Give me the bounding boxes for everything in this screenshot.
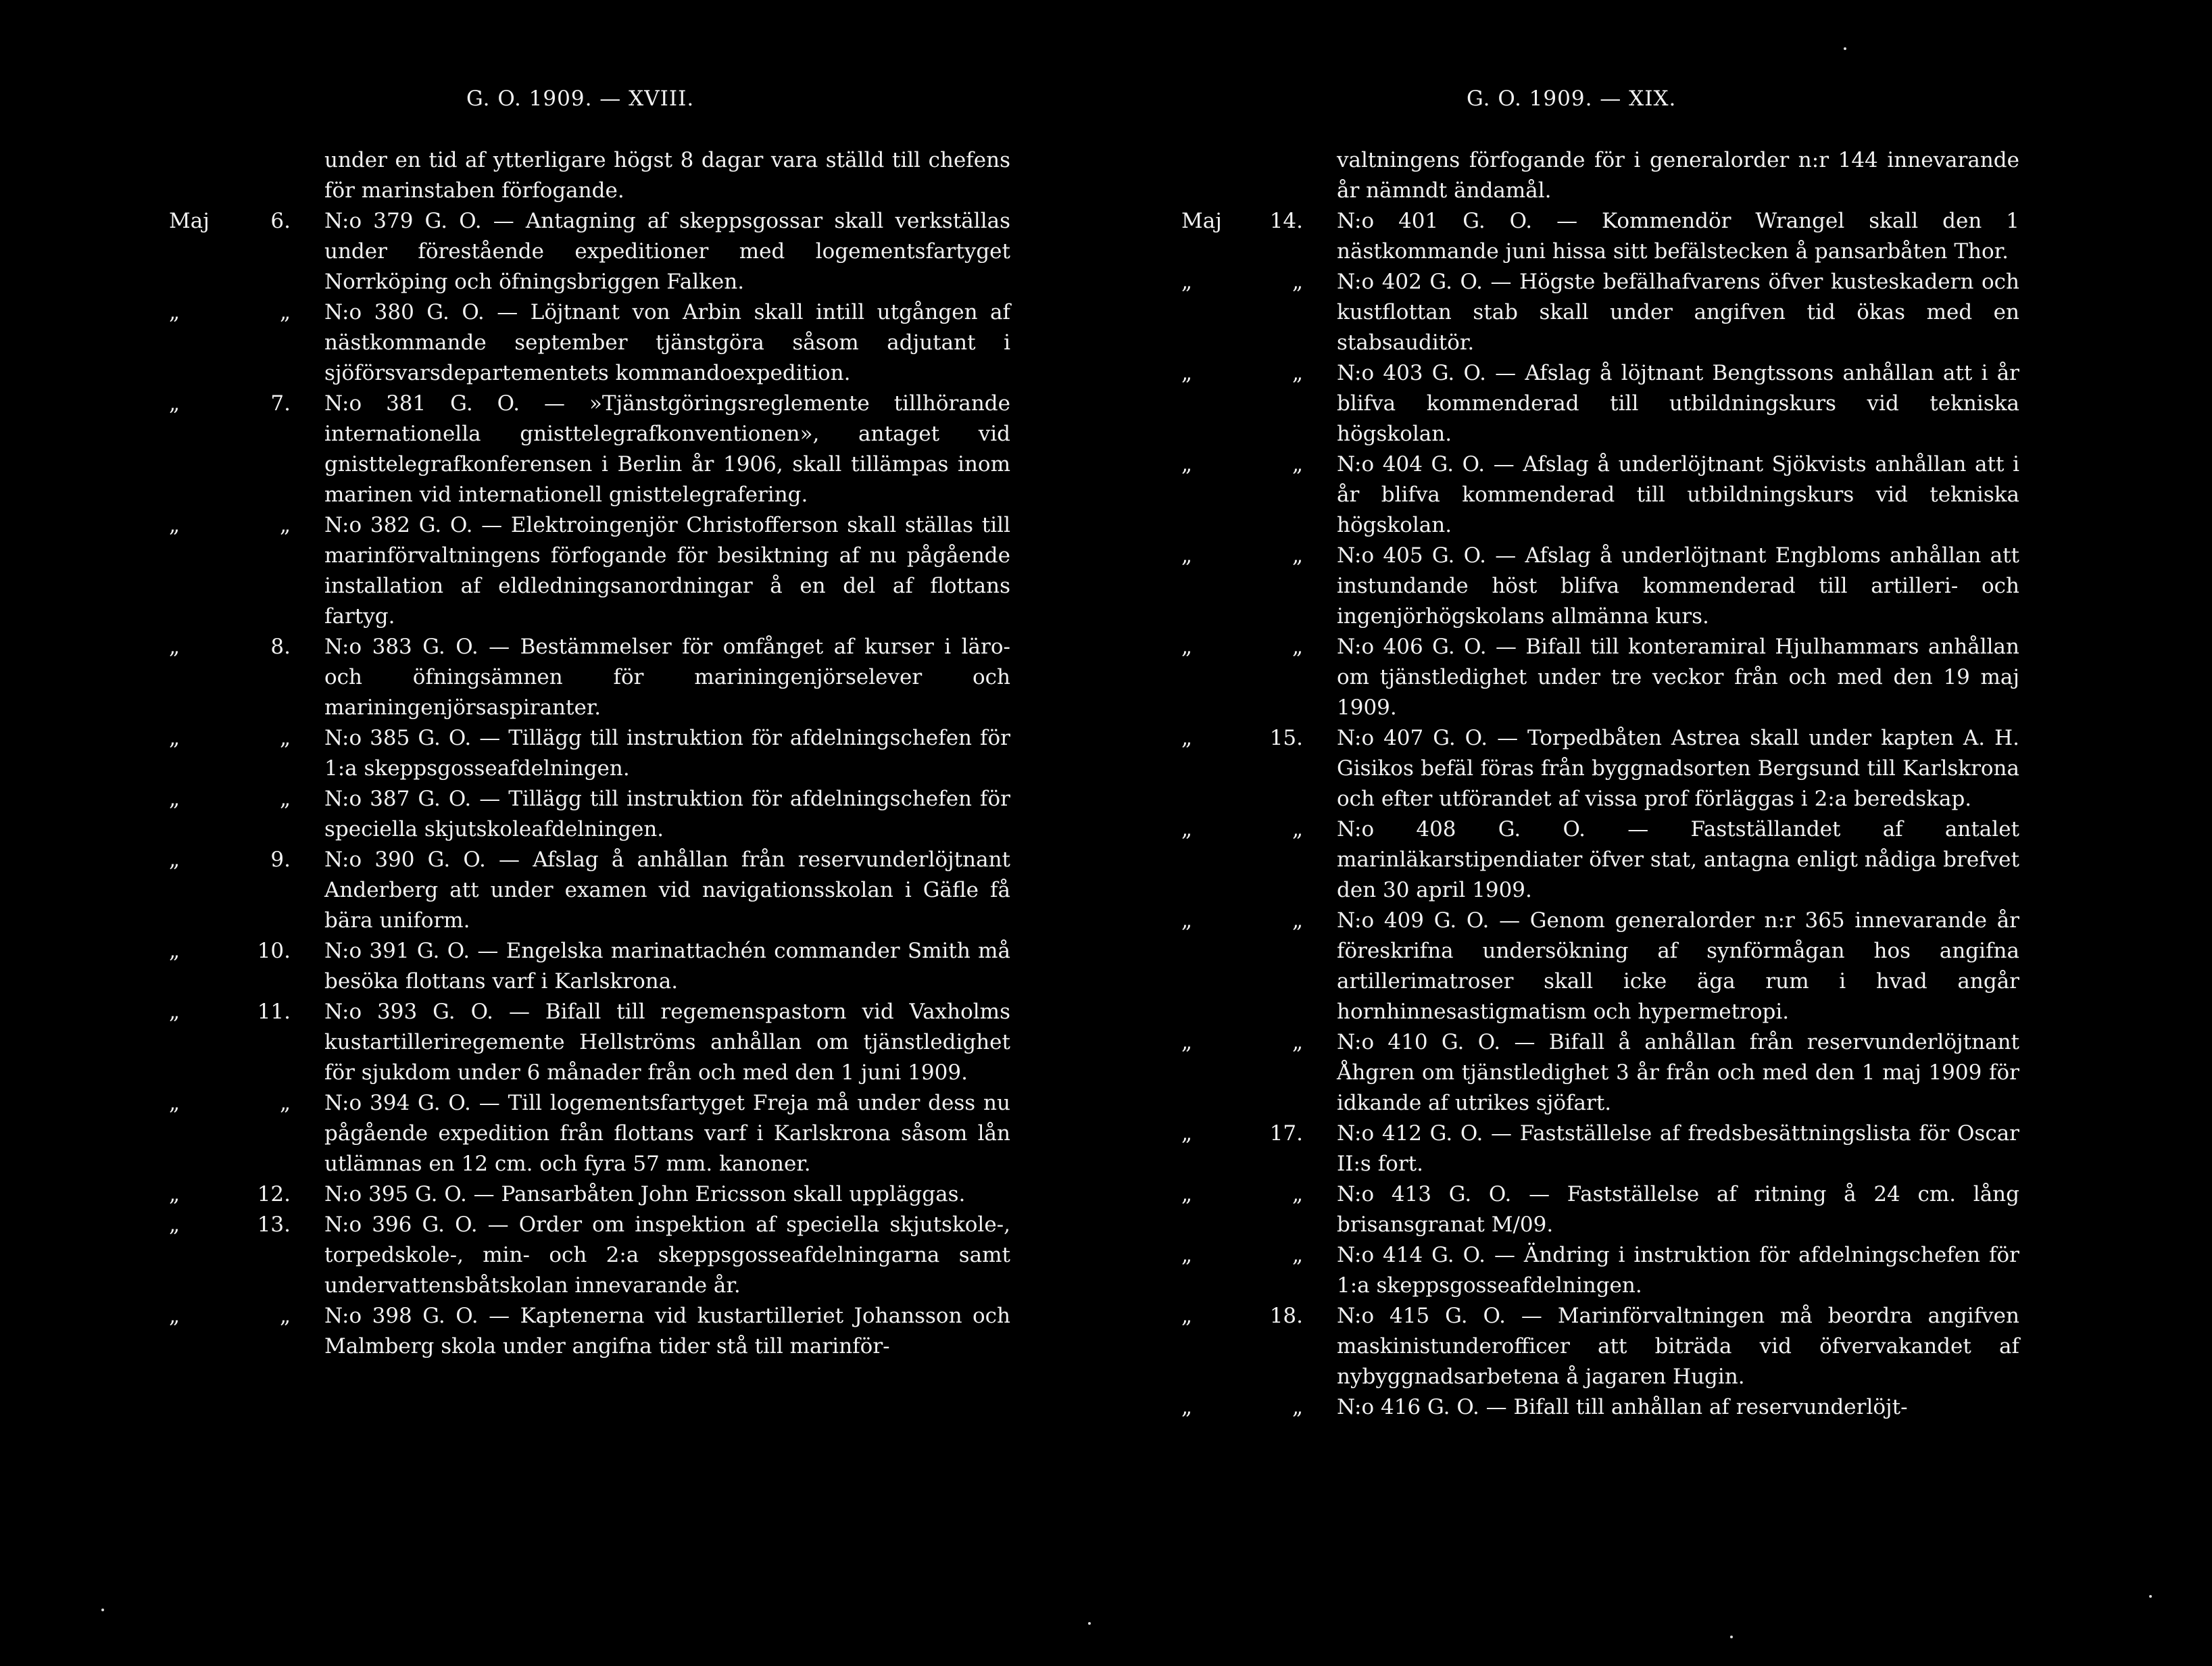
entry-day: 10. — [257, 939, 291, 963]
entry-month: „ — [1181, 635, 1193, 659]
list-item — [1181, 267, 2019, 358]
entry-day: „ — [1292, 635, 1303, 659]
entry-month: „ — [1181, 1030, 1193, 1054]
entry-month: „ — [169, 848, 180, 872]
entry-text: N:o 380 G. O. — Löjtnant von Arbin skall intill utgången af nästkommande september tjänstgöra såsom adjutant i sjöförsvarsdepartementets kommandoexpedition. — [324, 300, 1010, 385]
entry-day: „ — [279, 726, 291, 750]
entry-month: „ — [1181, 361, 1193, 385]
entry-month: „ — [1181, 1304, 1193, 1328]
entry-day: „ — [279, 300, 291, 324]
list-item — [1337, 145, 2019, 206]
entry-month: „ — [1181, 726, 1193, 750]
entry-text: N:o 413 G. O. — Fastställelse af ritning å 24 cm. lång brisansgranat M/09. — [1337, 1182, 2019, 1237]
entry-day: 18. — [1269, 1304, 1303, 1328]
entry-day: „ — [1292, 270, 1303, 294]
entry-month: „ — [169, 1000, 180, 1024]
entry-text: N:o 405 G. O. — Afslag å underlöjtnant Engbloms anhållan att instundande höst blifva kommenderad till artilleri- och ingenjörhögskolans allmänna kurs. — [1337, 543, 2019, 629]
entry-text: N:o 391 G. O. — Engelska marinattachén commander Smith må besöka flottans varf i Karlskrona. — [324, 939, 1010, 994]
entry-text: N:o 395 G. O. — Pansarbåten John Ericsson skall uppläggas. — [324, 1182, 966, 1206]
entry-month: „ — [1181, 908, 1193, 933]
list-item — [1181, 1301, 2019, 1392]
list-item — [169, 845, 1010, 936]
list-item — [169, 510, 1010, 632]
list-item — [1181, 1392, 2019, 1423]
entry-month: „ — [1181, 1121, 1193, 1146]
entry-text: N:o 394 G. O. — Till logementsfartyget Freja må under dess nu pågående expedition från flottans varf i Karlskrona såsom lån utlämnas en 12 cm. och fyra 57 mm. kanoner. — [324, 1091, 1010, 1176]
entry-text: N:o 408 G. O. — Fastställandet af antalet marinläkarstipendiater öfver stat, antagna enligt nådiga brefvet den 30 april 1909. — [1337, 817, 2019, 902]
entry-text: N:o 383 G. O. — Bestämmelser för omfånget af kurser i läro- och öfningsämnen för mariningenjörselever och mariningenjörsaspiranter. — [324, 635, 1010, 720]
scan-speck — [1088, 1622, 1091, 1625]
entry-text: N:o 385 G. O. — Tillägg till instruktion för afdelningschefen för 1:a skeppsgosseafdelningen. — [324, 726, 1010, 781]
entry-day: „ — [279, 787, 291, 811]
entry-day: „ — [1292, 1243, 1303, 1267]
list-item — [169, 1088, 1010, 1179]
entry-text: N:o 407 G. O. — Torpedbåten Astrea skall under kapten A. H. Gisikos befäl föras från byggnadsorten Bergsund till Karlskrona och efter utförandet af vissa prof förläggas i 2:a beredskap. — [1337, 726, 2019, 811]
entry-day: 11. — [257, 1000, 291, 1024]
entry-day: „ — [1292, 361, 1303, 385]
entry-day: „ — [1292, 1395, 1303, 1419]
entry-day: „ — [1292, 908, 1303, 933]
list-item — [1181, 1119, 2019, 1179]
entry-text: N:o 412 G. O. — Fastställelse af fredsbesättningslista för Oscar II:s fort. — [1337, 1121, 2019, 1176]
entry-text: N:o 403 G. O. — Afslag å löjtnant Bengtssons anhållan att i år blifva kommenderad till utbildningskurs vid tekniska högskolan. — [1337, 361, 2019, 446]
entry-day: „ — [1292, 1030, 1303, 1054]
entry-day: „ — [1292, 1182, 1303, 1206]
entry-month: „ — [169, 1304, 180, 1328]
entry-day: 17. — [1269, 1121, 1303, 1146]
left-page-column — [169, 145, 1010, 1362]
entry-text: N:o 379 G. O. — Antagning af skeppsgossar skall verkställas under förestående expeditioner med logementsfartyget Norrköping och öfningsbriggen Falken. — [324, 209, 1010, 294]
entry-text: under en tid af ytterligare högst 8 dagar vara ställd till chefens för marinstaben förfogande. — [324, 148, 1010, 203]
entry-month: Maj — [169, 209, 210, 233]
entry-day: „ — [279, 513, 291, 537]
entry-month: „ — [169, 635, 180, 659]
entry-text: N:o 401 G. O. — Kommendör Wrangel skall den 1 nästkommande juni hissa sitt befälstecken å pansarbåten Thor. — [1337, 209, 2019, 264]
entry-day: „ — [1292, 817, 1303, 841]
entry-text: N:o 402 G. O. — Högste befälhafvarens öfver kusteskadern och kustflottan stab skall under angifven tid ökas med en stabsauditör. — [1337, 270, 2019, 355]
entry-day: 8. — [270, 635, 291, 659]
list-item — [1181, 449, 2019, 541]
entry-day: 7. — [270, 391, 291, 416]
entry-text: N:o 410 G. O. — Bifall å anhållan från reservunderlöjtnant Åhgren om tjänstledighet 3 år från och med den 1 maj 1909 för idkande af utrikes sjöfart. — [1337, 1030, 2019, 1115]
entry-text: N:o 381 G. O. — »Tjänstgöringsreglemente tillhörande internationella gnisttelegrafkonventionen», antaget vid gnisttelegrafkonferensen i Berlin år 1906, skall tillämpas inom marinen vid internationell gnisttelegrafering. — [324, 391, 1010, 507]
list-item — [169, 206, 1010, 297]
right-page-column — [1181, 145, 2019, 1423]
entry-day: 13. — [257, 1212, 291, 1237]
entry-day: „ — [279, 1304, 291, 1328]
entry-text: N:o 396 G. O. — Order om inspektion af speciella skjutskole-, torpedskole-, min- och 2:a skeppsgosseafdelningarna samt undervattensbåtskolan innevarande år. — [324, 1212, 1010, 1298]
list-item — [169, 1179, 1010, 1210]
entry-day: 15. — [1269, 726, 1303, 750]
entry-text: N:o 415 G. O. — Marinförvaltningen må beordra angifven maskinistunderofficer att biträda vid öfvervakandet af nybyggnadsarbetena å jagaren Hugin. — [1337, 1304, 2019, 1389]
list-item — [169, 632, 1010, 723]
entry-text: N:o 390 G. O. — Afslag å anhållan från reservunderlöjtnant Anderberg att under examen vid navigationsskolan i Gäfle få bära uniform. — [324, 848, 1010, 933]
list-item — [1181, 632, 2019, 723]
scan-speck — [101, 1609, 104, 1611]
entry-month: „ — [169, 939, 180, 963]
entry-text: N:o 404 G. O. — Afslag å underlöjtnant Sjökvists anhållan att i år blifva kommenderad till utbildningskurs vid tekniska högskolan. — [1337, 452, 2019, 537]
list-item — [1181, 541, 2019, 632]
entry-day: 12. — [257, 1182, 291, 1206]
list-item — [1181, 1027, 2019, 1119]
list-item — [1181, 206, 2019, 267]
entry-text: N:o 406 G. O. — Bifall till konteramiral Hjulhammars anhållan om tjänstledighet under tre veckor från och med den 19 maj 1909. — [1337, 635, 2019, 720]
list-item — [1181, 358, 2019, 449]
list-item — [1181, 814, 2019, 906]
list-item — [169, 1210, 1010, 1301]
entry-text: N:o 382 G. O. — Elektroingenjör Christofferson skall ställas till marinförvaltningens förfogande för besiktning af nu pågående installation af eldledningsanordningar å en del af flottans fartyg. — [324, 513, 1010, 629]
entry-text: N:o 414 G. O. — Ändring i instruktion för afdelningschefen för 1:a skeppsgosseafdelningen. — [1337, 1243, 2019, 1298]
left-page-header: G. O. 1909. — XVIII. — [466, 87, 695, 111]
list-item — [169, 297, 1010, 389]
entry-month: „ — [169, 1091, 180, 1115]
entry-day: 6. — [270, 209, 291, 233]
list-item — [169, 1301, 1010, 1362]
entry-text: N:o 387 G. O. — Tillägg till instruktion för afdelningschefen för speciella skjutskoleafdelningen. — [324, 787, 1010, 841]
list-item — [169, 784, 1010, 845]
list-item — [169, 997, 1010, 1088]
entry-text: N:o 409 G. O. — Genom generalorder n:r 365 innevarande år föreskrifna undersökning af synförmågan hos angifna artillerimatroser skall icke äga rum i hvad angår hornhinnesastigmatism och hypermetropi. — [1337, 908, 2019, 1024]
list-item — [169, 723, 1010, 784]
entry-month: „ — [169, 726, 180, 750]
entry-month: „ — [1181, 1395, 1193, 1419]
list-item — [1181, 1240, 2019, 1301]
entry-text: valtningens förfogande för i generalorder n:r 144 innevarande år nämndt ändamål. — [1337, 148, 2019, 203]
entry-day: „ — [279, 1091, 291, 1115]
right-page-header: G. O. 1909. — XIX. — [1467, 87, 1677, 111]
entry-day: 14. — [1269, 209, 1303, 233]
entry-month: „ — [169, 513, 180, 537]
entry-month: „ — [169, 300, 180, 324]
scan-speck — [1844, 47, 1846, 50]
entry-month: „ — [1181, 543, 1193, 568]
list-item — [324, 145, 1010, 206]
entry-month: „ — [1181, 1182, 1193, 1206]
entry-text: N:o 416 G. O. — Bifall till anhållan af reservunderlöjt- — [1337, 1395, 1908, 1419]
entry-month: Maj — [1181, 209, 1222, 233]
entry-day: „ — [1292, 452, 1303, 476]
scan-speck — [1730, 1636, 1733, 1638]
entry-month: „ — [1181, 452, 1193, 476]
right-page — [1106, 0, 2212, 1666]
entry-month: „ — [169, 1212, 180, 1237]
list-item — [1181, 906, 2019, 1027]
list-item — [169, 389, 1010, 510]
entry-month: „ — [1181, 270, 1193, 294]
entry-month: „ — [169, 1182, 180, 1206]
scan-speck — [2149, 1595, 2152, 1598]
entry-month: „ — [1181, 1243, 1193, 1267]
entry-day: 9. — [270, 848, 291, 872]
list-item — [169, 936, 1010, 997]
entry-day: „ — [1292, 543, 1303, 568]
entry-month: „ — [169, 787, 180, 811]
entry-text: N:o 393 G. O. — Bifall till regemenspastorn vid Vaxholms kustartilleriregemente Hellströms anhållan om tjänstledighet för sjukdom under 6 månader från och med den 1 juni 1909. — [324, 1000, 1010, 1085]
list-item — [1181, 1179, 2019, 1240]
entry-month: „ — [1181, 817, 1193, 841]
entry-text: N:o 398 G. O. — Kaptenerna vid kustartilleriet Johansson och Malmberg skola under angifna tider stå till marinför- — [324, 1304, 1010, 1358]
list-item — [1181, 723, 2019, 814]
entry-month: „ — [169, 391, 180, 416]
